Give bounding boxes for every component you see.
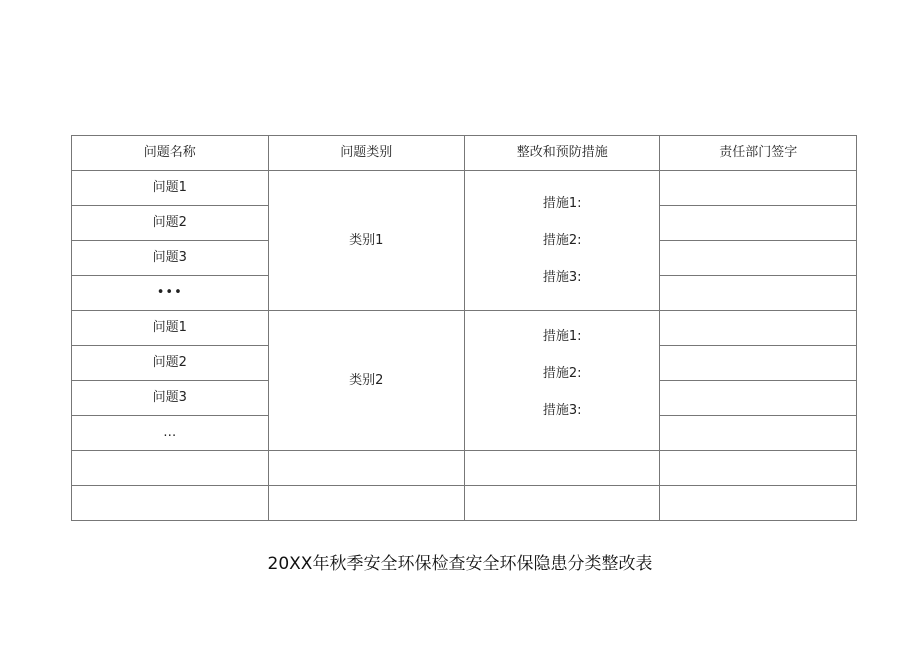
- empty-cell[interactable]: [465, 486, 660, 521]
- signature-cell[interactable]: [660, 381, 857, 416]
- empty-cell[interactable]: [268, 486, 465, 521]
- measure-item: 措施1:: [542, 195, 582, 211]
- table-row: [72, 311, 857, 346]
- measure-item: 措施3:: [542, 269, 582, 285]
- empty-cell[interactable]: [268, 451, 465, 486]
- measures-cell: [465, 171, 660, 311]
- category-cell: [268, 171, 465, 311]
- category-cell: [268, 311, 465, 451]
- signature-cell[interactable]: [660, 241, 857, 276]
- empty-cell[interactable]: [465, 451, 660, 486]
- problem-name-cell: 问题2: [72, 206, 269, 241]
- problem-name-cell: 问题1: [72, 171, 269, 206]
- category-label: 类别2: [349, 372, 384, 388]
- signature-cell[interactable]: [660, 311, 857, 346]
- measure-item: 措施1:: [542, 328, 582, 344]
- empty-row: [72, 486, 857, 521]
- signature-cell[interactable]: [660, 276, 857, 311]
- measures-cell: [465, 311, 660, 451]
- empty-cell[interactable]: [72, 486, 269, 521]
- rectification-table: [71, 135, 857, 521]
- header-measures: 整改和预防措施: [465, 136, 660, 171]
- signature-cell[interactable]: [660, 171, 857, 206]
- rectification-table-wrapper: [71, 135, 857, 518]
- measure-item: 措施2:: [542, 365, 582, 381]
- category-label: 类别1: [349, 232, 384, 248]
- measures-list: [465, 329, 659, 419]
- problem-name-cell: 问题3: [72, 241, 269, 276]
- header-problem-name: 问题名称: [72, 136, 269, 171]
- table-row: [72, 171, 857, 206]
- empty-cell[interactable]: [660, 486, 857, 521]
- table-caption: 20XX年秋季安全环保检查安全环保隐患分类整改表: [267, 554, 653, 574]
- signature-cell[interactable]: [660, 206, 857, 241]
- problem-name-cell: 问题3: [72, 381, 269, 416]
- problem-name-cell: •••: [72, 276, 269, 311]
- problem-name-cell: …: [72, 416, 269, 451]
- measure-item: 措施3:: [542, 402, 582, 418]
- empty-row: [72, 451, 857, 486]
- header-problem-category: 问题类别: [268, 136, 465, 171]
- signature-cell[interactable]: [660, 346, 857, 381]
- measures-list: [465, 196, 659, 286]
- empty-cell[interactable]: [72, 451, 269, 486]
- problem-name-cell: 问题1: [72, 311, 269, 346]
- problem-name-cell: 问题2: [72, 346, 269, 381]
- signature-cell[interactable]: [660, 416, 857, 451]
- header-responsible-signature: 责任部门签字: [660, 136, 857, 171]
- empty-cell[interactable]: [660, 451, 857, 486]
- measure-item: 措施2:: [542, 232, 582, 248]
- table-header-row: [72, 136, 857, 171]
